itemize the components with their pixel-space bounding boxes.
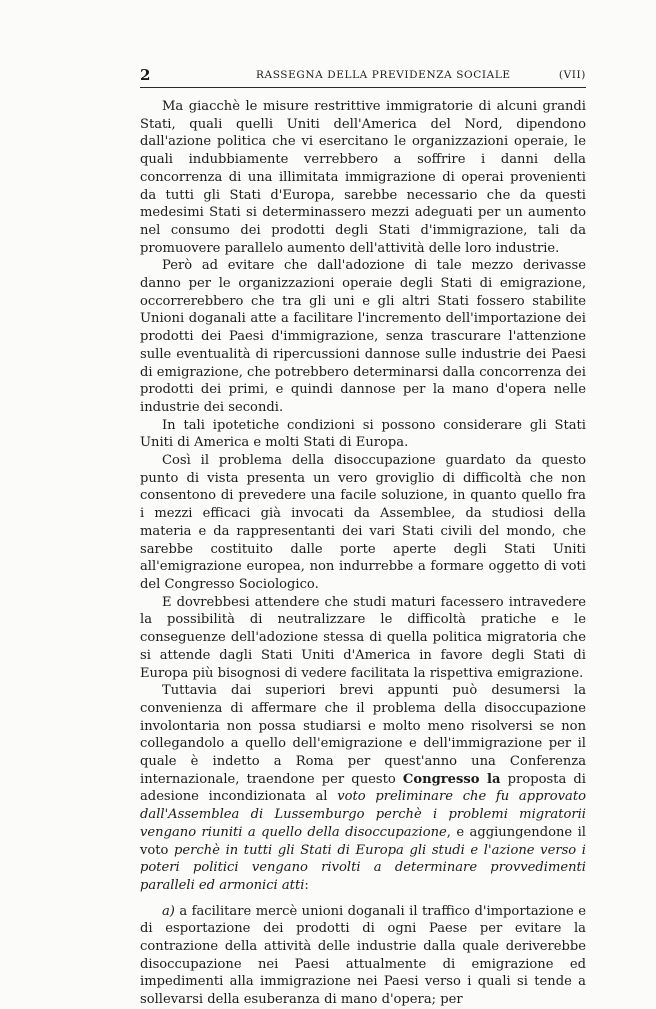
item-label: a) (162, 903, 175, 919)
volume-number: (VII) (558, 69, 586, 81)
text-run: a facilitare mercè unioni doganali il traffico d'importazione e di esportazione dei prodotti di ogni Paese per evitare la contrazione della attività delle industrie dalla quale deriverebbe disoccupazione nei Paesi attualmente di emigrazione ed impedimenti alla immigrazione nei Paesi verso i quali si tende a sollevarsi della esuberanza di mano d'opera; per (140, 903, 586, 1008)
list-item (140, 903, 586, 1009)
running-title: RASSEGNA DELLA PREVIDENZA SOCIALE (256, 69, 511, 81)
paragraph (140, 682, 586, 894)
running-header (140, 66, 586, 86)
body-text (140, 98, 586, 1009)
text-run: Tuttavia dai superiori brevi appunti può desumersi la convenienza di affermare che il problema della disoccupazione involontaria non possa studiarsi e molto meno risolversi se non collegandolo a quello dell'emigrazione e dell'immigrazione per il quale è indetto a Roma per quest'anno una Conferenza internazionale, traendone per questo (140, 683, 586, 787)
text-run: , e aggiungendone il voto (140, 824, 586, 858)
italic-text: perchè in tutti gli Stati di Europa gli studi e l'azione verso i poteri politici vengano rivolti a determinare provvedimenti paralleli ed armonici atti (140, 842, 586, 893)
paragraph: Così il problema della disoccupazione guardato da questo punto di vista presenta un vero groviglio di difficoltà che non consentono di prevedere una facile soluzione, in quanto quello fra i mezzi efficaci già invocati da Assemblee, da studiosi della materia e da rappresentanti dei vari Stati civili del mondo, che sarebbe costituito dalle porte aperte degli Stati Uniti all'emigrazione europea, non indurrebbe a formare oggetto di voti del Congresso Sociologico. (140, 453, 586, 592)
paragraph: E dovrebbesi attendere che studi maturi facessero intravedere la possibilità di neutralizzare le difficoltà pratiche e le conseguenze dell'adozione stessa di quella politica migratoria che si attende dagli Stati Uniti d'America in favore degli Stati di Europa più bisognosi di vedere facilitata la rispettiva emigrazione. (140, 594, 586, 681)
paragraph: Però ad evitare che dall'adozione di tale mezzo derivasse danno per le organizzazioni operaie degli Stati di emigrazione, occorrerebbero che tra gli uni e gli altri Stati fossero stabilite Unioni doganali atte a facilitare l'incremento dell'importazione dei prodotti dei Paesi d'immigrazione, senza trascurare l'attenzione sulle eventualità di ripercussioni dannose sulle industrie dei Paesi di emigrazione, che potrebbero determinarsi dalla concorrenza dei prodotti dei primi, e quindi dannose per la mano d'opera nelle industrie dei secondi. (140, 258, 586, 415)
italic-text: voto preliminare che fu approvato dall'Assemblea di Lussemburgo perchè i problemi migratorii vengano riuniti a quello della disoccupazione (140, 789, 586, 840)
header-rule (140, 87, 586, 88)
paragraph: In tali ipotetiche condizioni si possono considerare gli Stati Uniti di America e molti Stati di Europa. (140, 417, 586, 451)
text-run: : (304, 877, 309, 893)
page-number: 2 (140, 66, 152, 84)
text-run: proposta di adesione incondizionata al (140, 771, 586, 805)
bold-text: Congresso la (402, 771, 501, 787)
paragraph: Ma giacchè le misure restrittive immigratorie di alcuni grandi Stati, quali quelli Uniti dell'America del Nord, dipendono dall'azione politica che vi esercitano le organizzazioni operaie, le quali indubbiamente verrebbero a soffrire i danni della concorrenza di una illimitata immigrazione di operai provenienti da tutti gli Stati d'Europa, sarebbe necessario che da questi medesimi Stati si determinassero mezzi adeguati per un aumento nel consumo dei prodotti degli Stati d'immigrazione, tali da promuovere parallelo aumento dell'attività delle loro industrie. (140, 99, 586, 256)
